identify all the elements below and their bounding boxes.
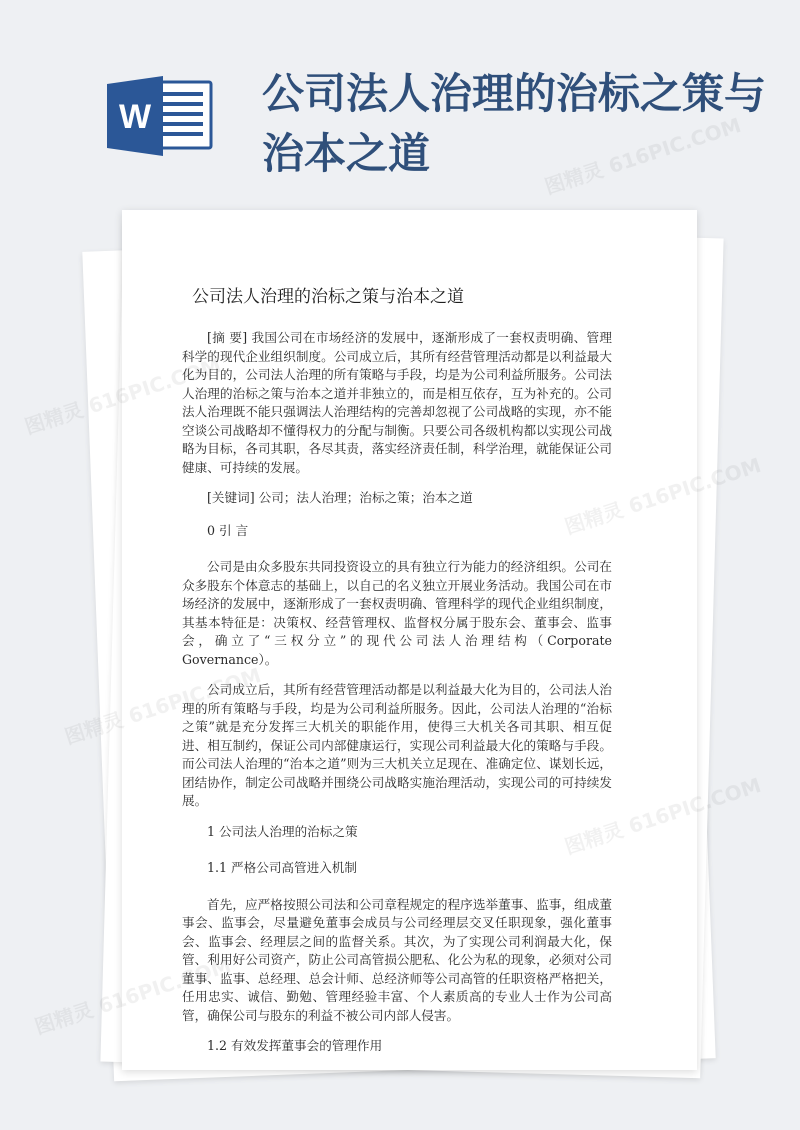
subsection-heading-1-2: 1.2 有效发挥董事会的管理作用 (207, 1038, 383, 1053)
body-paragraph-2: 公司成立后，其所有经营管理活动都是以利益最大化为目的，公司法人治理的所有策略与手段，均是为公司利益所服务。因此，公司法人治理的“治标之策”就是充分发挥三大机关的职能作用，使得三大机关各司其职、相互促进、相互制约，保证公司内部健康运行，实现公司利益最大化的策略与手段。而公司法人治理的“治本之道”则为三大机关立足现在、准确定位、谋划长远，团结协作，制定公司战略并围绕公司战略实施治理活动，实现公司的可持续发展。 (182, 682, 612, 808)
watermark: 图精灵 (21, 397, 87, 439)
body-paragraph-3: 首先，应严格按照公司法和公司章程规定的程序选举董事、监事，组成董事会、监事会，尽量避免董事会成员与公司经理层交叉任职现象，强化董事会、监事会、经理层之间的监督关系。其次，为了实现公司利润最大化，保管、利用好公司资产，防止公司高管损公肥私、化公为私的现象，必须对公司董事、监事、总经理、总会计师、总经济师等公司高管的任职资格严格把关，任用忠实、诚信、勤勉、管理经验丰富、个人素质高的专业人士作为公司高管，确保公司与股东的利益不被公司内部人侵害。 (182, 896, 612, 1023)
section-heading-1: 1 公司法人治理的治标之策 (207, 823, 358, 839)
word-app-icon (107, 76, 217, 156)
document-title: 公司法人治理的治标之策与治本之道 (192, 287, 464, 307)
watermark: 图精灵 616PIC.COM (541, 112, 744, 199)
subsection-heading-1-1: 1.1 严格公司高管进入机制 (207, 860, 357, 875)
page-title: 公司法人治理的治标之策与治本之道 (262, 69, 767, 178)
body-paragraph-1: 公司是由众多股东共同投资设立的具有独立行为能力的经济组织。公司在众多股东个体意志的基础上，以自己的名义独立开展业务活动。我国公司在市场经济的发展中，逐渐形成了一套权责明确、管理科学的现代企业组织制度，其基本特征是：决策权、经营管理权、监督权分属于股东会、董事会、监事会，确立了“三权分立”的现代公司法人治理结构（Corporate Governance）。 (182, 559, 612, 667)
word-logo-letter: W (118, 98, 152, 136)
keywords-line: [关键词] 公司；法人治理；治标之策；治本之道 (207, 490, 473, 505)
watermark: 图精灵 (61, 707, 127, 749)
watermark: 图精灵 (31, 997, 97, 1039)
abstract-paragraph: [摘 要] 我国公司在市场经济的发展中，逐渐形成了一套权责明确、管理科学的现代企业组织制度。公司成立后，其所有经营管理活动都是以利益最大化为目的，公司法人治理的所有策略与手段，均是为公司利益所服务。公司法人治理的治标之策与治本之道并非独立的，而是相互依存，互为补充的。公司法人治理既不能只强调法人治理结构的完善却忽视了公司战略的实现，亦不能空谈公司战略却不懂得权力的分配与制衡。只要公司各级机构都以实现公司战略为目标，各司其职，各尽其责，落实经济责任制，科学治理，就能保证公司健康、可持续的发展。 (182, 330, 612, 475)
document-page (122, 210, 697, 1070)
document-body (182, 329, 612, 1070)
section-heading-intro: 0 引 言 (207, 522, 249, 538)
